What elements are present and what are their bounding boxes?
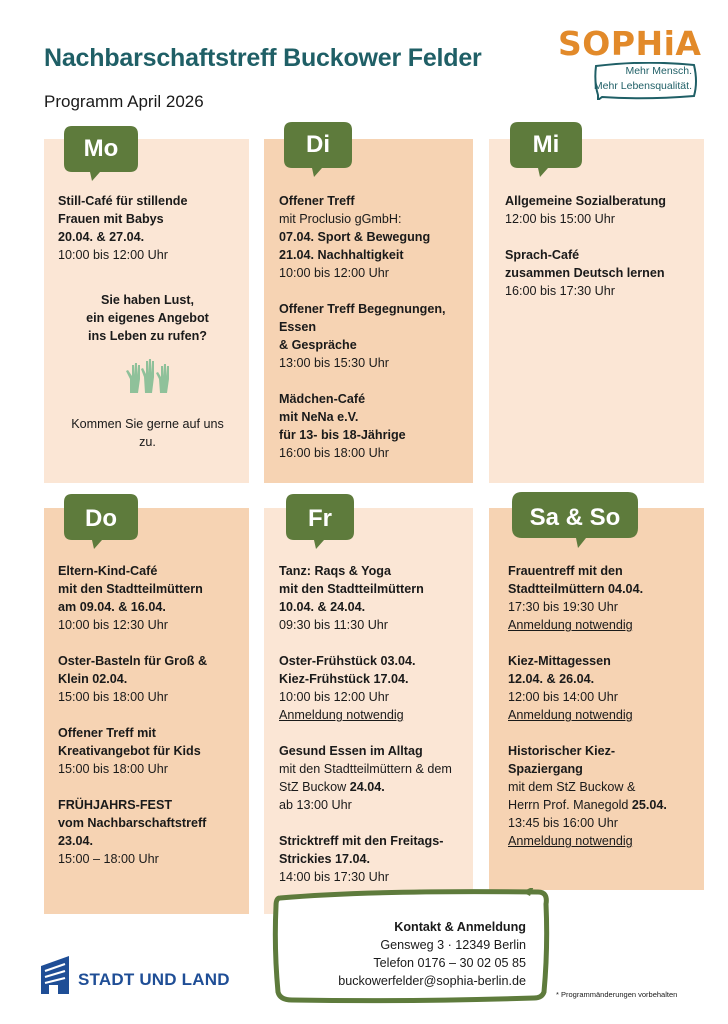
day-label-wednesday: Mi — [532, 131, 560, 158]
friday-tab — [284, 492, 356, 550]
wednesday-tab — [508, 120, 584, 178]
raised-hands-icon — [124, 357, 174, 395]
footnote: * Programmänderungen vorbehalten — [556, 990, 678, 999]
day-label-friday: Fr — [308, 505, 332, 532]
day-label-monday: Mo — [83, 135, 119, 162]
stadt-und-land-text: STADT UND LAND — [78, 970, 230, 989]
friday-content: Tanz: Raqs & Yoga mit den Stadtteilmüttern 10.04. & 24.04. 09:30 bis 11:30 Uhr Oster-Frühstück 03.04. Kiez-Frühstück 17.04. 10:00 bis 12:00 Uhr Anmeldung notwendig Gesund Essen im Alltag mit den Stadtteilmüttern & dem StZ Buckow 24.04. ab 13:00 Uhr Stricktreff mit den Freitags- Strickies 17.04. 14:00 bis 17:30 Uhr — [279, 564, 452, 884]
tuesday-content: Offener Treff mit Proclusio gGmbH: 07.04. Sport & Bewegung 21.04. Nachhaltigkeit 10:00 bis 12:00 Uhr Offener Treff Begegnungen, Essen & Gespräche 13:00 bis 15:30 Uhr Mädchen-Café mit NeNa e.V. für 13- bis 18-Jährige 16:00 bis 18:00 Uhr — [279, 194, 446, 460]
monday-content: Still-Café für stillende Frauen mit Babys 20.04. & 27.04. 10:00 bis 12:00 Uhr — [58, 194, 188, 262]
contact-email[interactable]: buckowerfelder@sophia-berlin.de — [338, 974, 526, 988]
weekend-tab — [510, 490, 640, 550]
page-title: Nachbarschaftstreff Buckower Felder — [44, 44, 482, 72]
day-label-tuesday: Di — [306, 131, 330, 158]
thursday-content: Eltern-Kind-Café mit den Stadtteilmüttern am 09.04. & 16.04. 10:00 bis 12:30 Uhr Oster-Basteln für Groß & Klein 02.04. 15:00 bis 18:00 Uhr Offener Treff mit Kreativangebot für Kids 15:00 bis 18:00 Uhr FRÜHJAHRS-FEST vom Nachbarschaftstreff 23.04. 15:00 – 18:00 Uhr — [58, 564, 208, 866]
monday-invite: Sie haben Lust, ein eigenes Angebot ins Leben zu rufen? — [86, 293, 209, 343]
contact-phone[interactable]: Telefon 0176 – 30 02 05 85 — [373, 956, 526, 970]
thursday-tab — [62, 492, 140, 550]
stadt-und-land-logo — [38, 950, 258, 1000]
weekend-content: Frauentreff mit den Stadtteilmüttern 04.04. 17:30 bis 19:30 Uhr Anmeldung notwendig Kiez-Mittagessen 12.04. & 26.04. 12:00 bis 14:00 Uhr Anmeldung notwendig Historischer Kiez- Spaziergang mit dem StZ Buckow & Herrn Prof. Manegold 25.04. 13:45 bis 16:00 Uhr Anmeldung notwendig — [508, 564, 667, 848]
day-label-weekend: Sa & So — [529, 504, 621, 531]
monday-tab — [62, 124, 140, 182]
day-label-thursday: Do — [85, 505, 117, 532]
monday-come: Kommen Sie gerne auf uns zu. — [71, 417, 224, 449]
logo-tagline: Mehr Mensch. Mehr Lebensqualität. — [593, 65, 692, 92]
wednesday-content: Allgemeine Sozialberatung 12:00 bis 15:00 Uhr Sprach-Café zusammen Deutsch lernen 16:00 bis 17:30 Uhr — [505, 194, 666, 298]
contact-address: Gensweg 3 · 12349 Berlin — [380, 938, 526, 952]
page-subtitle: Programm April 2026 — [44, 92, 204, 111]
contact-block — [300, 918, 526, 990]
building-icon — [38, 952, 72, 998]
sophia-logo — [556, 24, 704, 104]
tuesday-tab — [282, 120, 354, 178]
sophia-logo-text: SOPHiA — [558, 24, 702, 63]
contact-title: Kontakt & Anmeldung — [394, 920, 526, 934]
